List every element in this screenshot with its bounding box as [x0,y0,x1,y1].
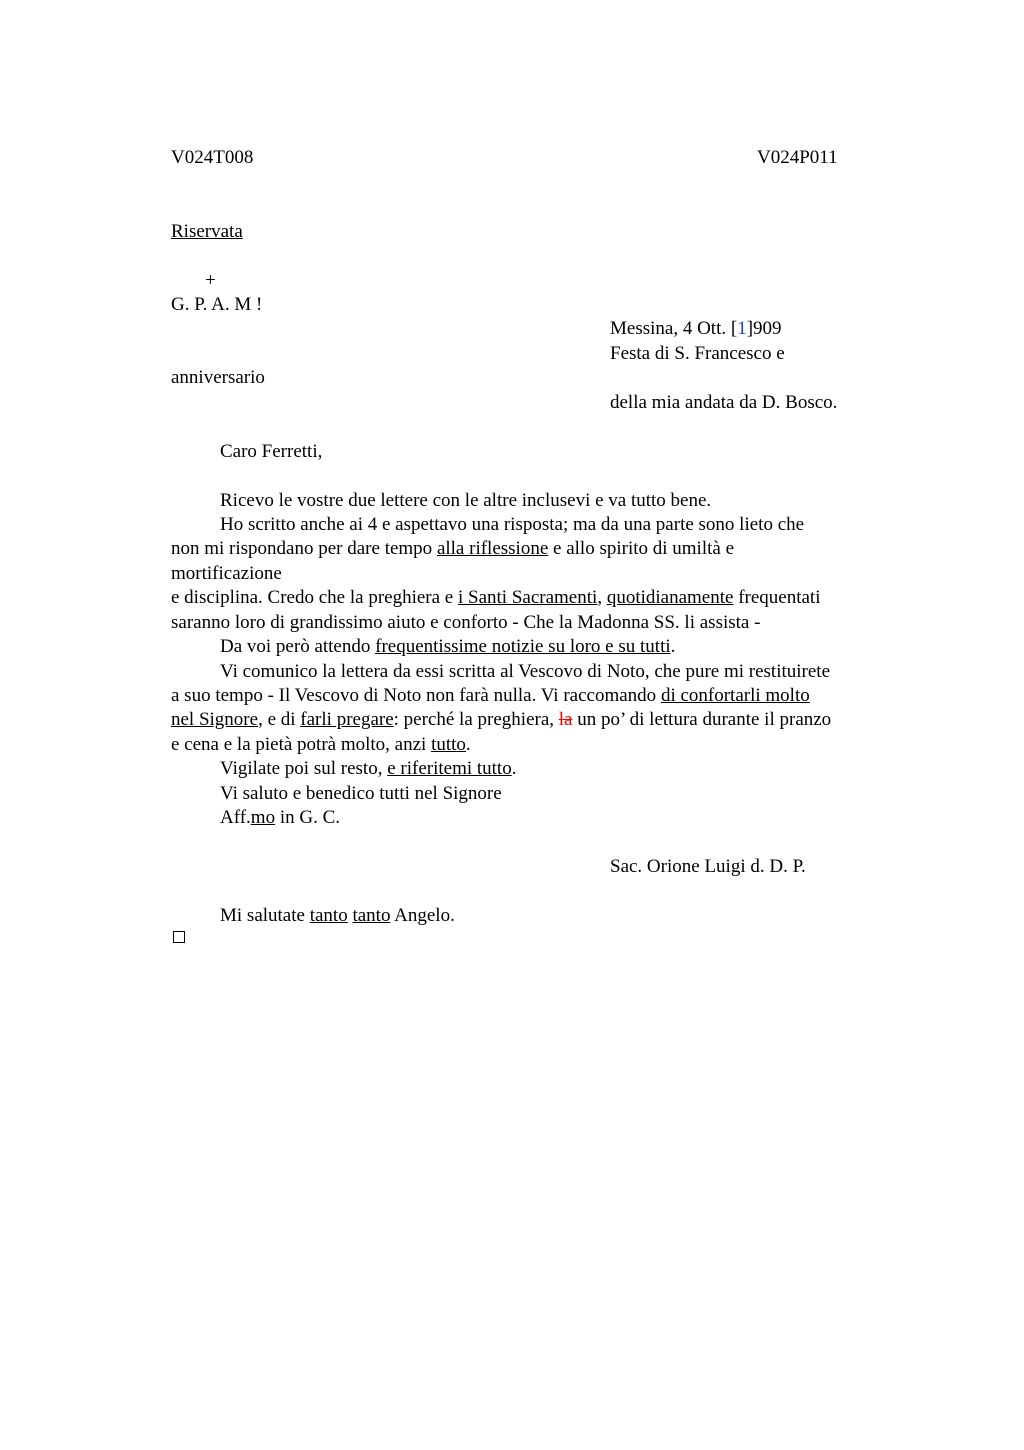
document-code-left: V024T008 [171,147,254,168]
body-line: Ho scritto anche ai 4 e aspettavo una risposta; ma da una parte sono lieto che [220,514,805,535]
date-line-1: Messina, 4 Ott. [1]909 [610,318,782,339]
cross-symbol: + [205,270,216,291]
body-line: mortificazione [171,563,282,584]
body-line: e disciplina. Credo che la preghiera e i Santi Sacramenti, quotidianamente frequentati [171,587,821,608]
editorial-insert: 1 [737,318,747,339]
body-line: Vi comunico la lettera da essi scritta al Vescovo di Noto, che pure mi restituirete [220,661,831,682]
body-line: saranno loro di grandissimo aiuto e conforto - Che la Madonna SS. li assista - [171,612,761,633]
document-code-right: V024P011 [757,147,838,168]
body-line: nel Signore, e di farli pregare: perché la preghiera, la un po’ di lettura durante il pranzo [171,709,832,730]
body-line: a suo tempo - Il Vescovo di Noto non farà nulla. Vi raccomando di confortarli molto [171,685,810,706]
closing-line: Aff.mo in G. C. [220,807,341,828]
body-line: Vigilate poi sul resto, e riferitemi tutto. [220,758,517,779]
end-marker-box [173,931,185,943]
body-line: Da voi però attendo frequentissime notizie su loro e su tutti. [220,636,676,657]
date-line-2: Festa di S. Francesco e [610,343,785,364]
gpam-invocation: G. P. A. M ! [171,294,263,315]
postscript: Mi salutate tanto tanto Angelo. [220,905,455,926]
deleted-word: la [558,709,573,730]
date-line-3: anniversario [171,367,265,388]
body-line: Ricevo le vostre due lettere con le altre inclusevi e va tutto bene. [220,490,712,511]
salutation: Caro Ferretti, [220,441,323,462]
date-line-4: della mia andata da D. Bosco. [610,392,838,413]
body-line: non mi rispondano per dare tempo alla riflessione e allo spirito di umiltà e [171,538,735,559]
body-line: Vi saluto e benedico tutti nel Signore [220,783,502,804]
riservata-label: Riservata [171,221,243,242]
signature: Sac. Orione Luigi d. D. P. [610,856,806,877]
body-line: e cena e la pietà potrà molto, anzi tutto. [171,734,471,755]
